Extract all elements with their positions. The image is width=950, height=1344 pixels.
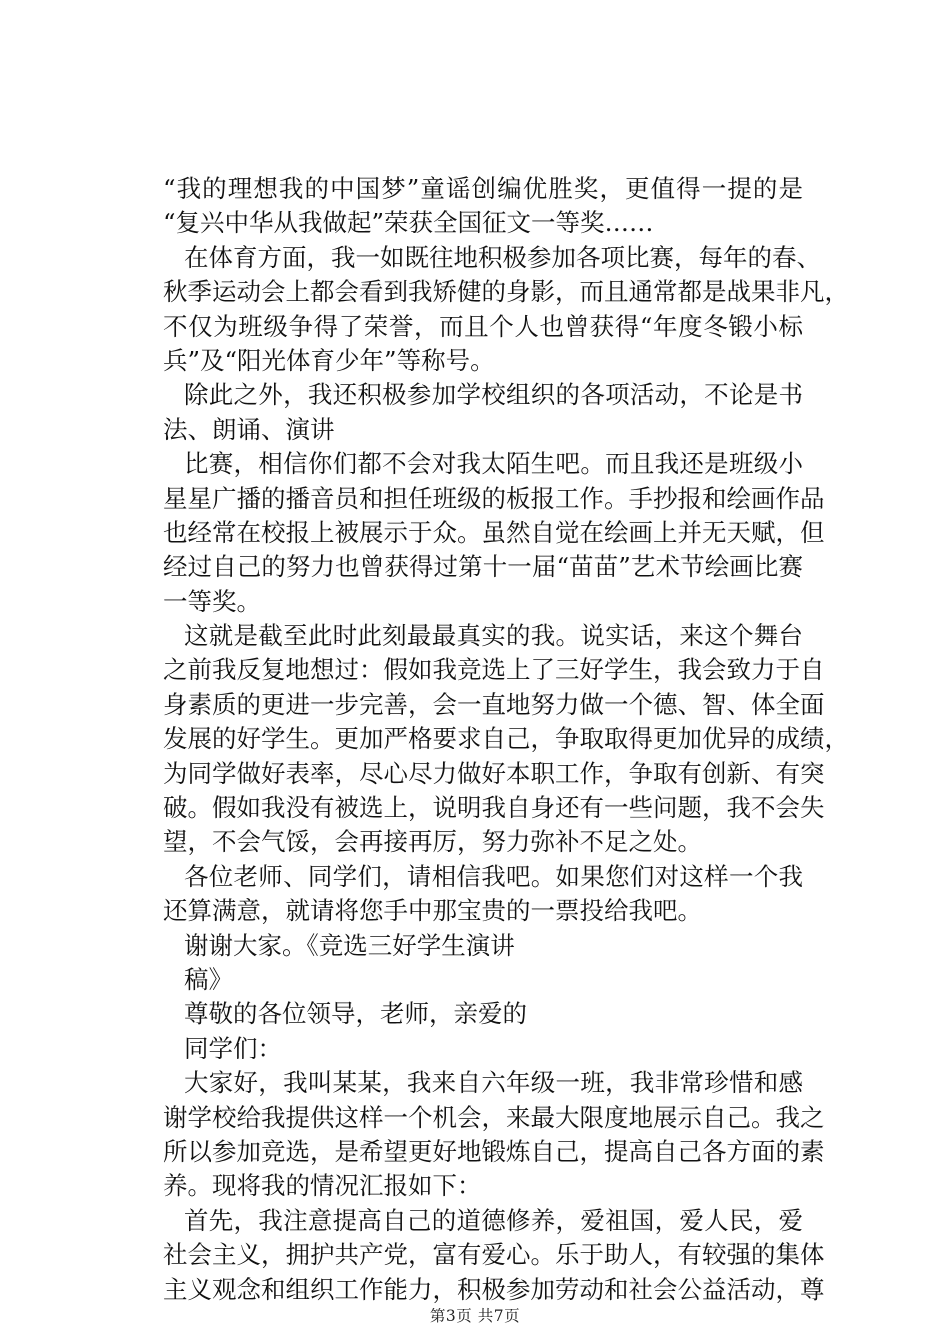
body-text [163,172,849,1307]
text-line: 所以参加竞选，是希望更好地锻炼自己，提高自己各方面的素 [163,1136,825,1166]
text-line: 为同学做好表率，尽心尽力做好本职工作，争取有创新、有突 [163,758,825,788]
text-line: 各位老师、同学们，请相信我吧。如果您们对这样一个我 [184,861,803,891]
text-line: 这就是截至此时此刻最最真实的我。说实话，来这个舞台 [184,621,803,651]
text-line: 破。假如我没有被选上，说明我自身还有一些问题，我不会失 [163,793,825,823]
text-line: “我的理想我的中国梦”童谣创编优胜奖，更值得一提的是 [163,174,803,203]
text-line: 秋季运动会上都会看到我矫健的身影，而且通常都是战果非凡， [163,277,849,307]
text-line: 一等奖。 [163,586,261,616]
text-line: 还算满意，就请将您手中那宝贵的一票投给我吧。 [163,896,702,926]
text-line: 也经常在校报上被展示于众。虽然自觉在绘画上并无天赋，但 [163,517,825,547]
page-number-footer: 第3页 共7页 [429,1307,521,1325]
text-line: 同学们： [184,1033,282,1063]
text-line: “复兴中华从我做起”荣获全国征文一等奖…… [163,208,654,238]
text-line: 首先，我注意提高自己的道德修养，爱祖国，爱人民，爱 [184,1205,803,1235]
text-line: 法、朗诵、演讲 [163,414,335,444]
text-line: 大家好，我叫某某，我来自六年级一班，我非常珍惜和感 [184,1068,803,1098]
text-line: 星星广播的播音员和担任班级的板报工作。手抄报和绘画作品 [163,483,825,513]
text-line: 稿》 [184,964,233,994]
text-line: 身素质的更进一步完善，会一直地努力做一个德、智、体全面 [163,689,825,719]
text-line: 养。现将我的情况汇报如下： [163,1171,482,1201]
text-line: 谢谢大家。《竞选三好学生演讲 [184,930,515,960]
text-line: 主义观念和组织工作能力，积极参加劳动和社会公益活动，尊 [163,1274,825,1304]
text-line: 经过自己的努力也曾获得过第十一届“苗苗”艺术节绘画比赛 [163,552,803,582]
text-line: 不仅为班级争得了荣誉，而且个人也曾获得“年度冬锻小标 [163,311,803,341]
text-line: 比赛，相信你们都不会对我太陌生吧。而且我还是班级小 [184,449,803,479]
text-line: 发展的好学生。更加严格要求自己，争取取得更加优异的成绩， [163,724,849,754]
text-line: 在体育方面，我一如既往地积极参加各项比赛，每年的春、 [184,242,821,272]
text-line: 兵”及“阳光体育少年”等称号。 [163,345,495,375]
text-line: 望，不会气馁，会再接再厉，努力弥补不足之处。 [163,827,702,857]
text-line: 之前我反复地想过：假如我竞选上了三好学生，我会致力于自 [163,655,825,685]
text-line: 社会主义，拥护共产党，富有爱心。乐于助人，有较强的集体 [163,1240,825,1270]
text-line: 除此之外，我还积极参加学校组织的各项活动，不论是书 [184,380,803,410]
text-line: 谢学校给我提供这样一个机会，来最大限度地展示自己。我之 [163,1102,825,1132]
text-line: 尊敬的各位领导，老师，亲爱的 [184,999,527,1029]
